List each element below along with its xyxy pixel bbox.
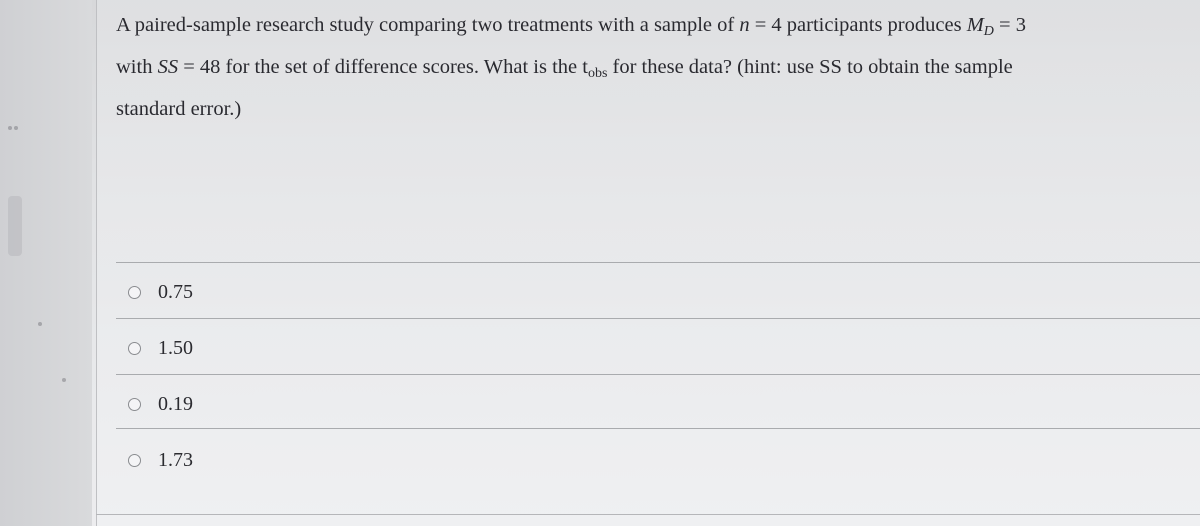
option-divider <box>116 374 1200 375</box>
margin-mark <box>14 126 18 130</box>
question-text-segment: for these data? (hint: use SS to obtain the sample <box>607 56 1013 78</box>
page-margin <box>0 0 92 526</box>
answer-option-3[interactable] <box>128 389 193 419</box>
question-text-segment: A paired-sample research study comparing two treatments with a sample of <box>116 14 740 36</box>
question-line-2 <box>116 46 1186 88</box>
margin-mark <box>8 126 12 130</box>
var-n: n <box>739 14 750 36</box>
panel-bottom-border <box>96 514 1200 515</box>
question-line-1 <box>116 4 1186 46</box>
question-line-3 <box>116 88 1186 130</box>
var-md-subscript: D <box>983 24 994 39</box>
answer-option-label: 0.75 <box>158 280 193 303</box>
answer-option-label: 0.19 <box>158 392 193 415</box>
answer-option-1[interactable] <box>128 277 193 307</box>
margin-mark <box>62 378 66 382</box>
question-text-segment: with <box>116 56 158 78</box>
radio-button[interactable] <box>128 286 141 299</box>
option-divider <box>116 318 1200 319</box>
answer-option-label: 1.50 <box>158 336 193 359</box>
answer-option-4[interactable] <box>128 445 193 475</box>
var-ss: SS <box>157 56 179 78</box>
radio-button[interactable] <box>128 398 141 411</box>
radio-button[interactable] <box>128 342 141 355</box>
answer-option-2[interactable] <box>128 333 193 363</box>
question-text-segment: = 4 participants produces <box>749 14 967 36</box>
option-divider <box>116 428 1200 429</box>
answer-option-label: 1.73 <box>158 448 193 471</box>
question-text-segment: = 3 <box>993 14 1026 36</box>
radio-button[interactable] <box>128 454 141 467</box>
question-text-segment: standard error.) <box>116 98 242 120</box>
tobs-subscript: obs <box>587 66 608 81</box>
margin-shadow <box>8 196 22 256</box>
question-text-segment: = 48 for the set of difference scores. What is the t <box>178 56 588 78</box>
margin-mark <box>38 322 42 326</box>
option-divider <box>116 262 1200 263</box>
var-md: M <box>966 14 984 36</box>
question-prompt <box>116 4 1186 130</box>
